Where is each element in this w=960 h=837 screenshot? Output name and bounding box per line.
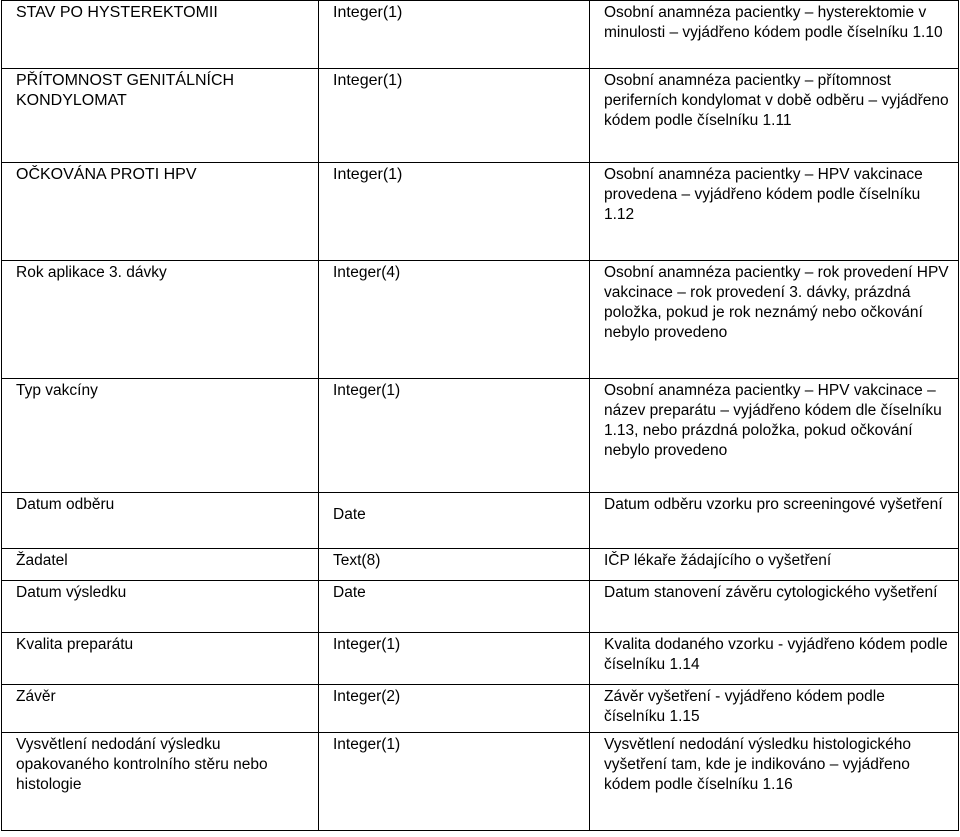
field-description: Vysvětlení nedodání výsledku histologického vyšetření tam, kde je indikováno – vyjádřeno kódem podle číselníku 1.16 [590,733,959,831]
table-row [2,261,959,379]
field-type: Text(8) [319,549,590,581]
field-type: Integer(1) [319,1,590,69]
field-description: Datum odběru vzorku pro screeningové vyšetření [590,493,959,549]
table-row [2,581,959,633]
field-description: Osobní anamnéza pacientky – HPV vakcinace – název preparátu – vyjádřeno kódem dle číselníku 1.13, nebo prázdná položka, pokud očkování nebylo provedeno [590,379,959,493]
field-type: Date [319,581,590,633]
field-type: Integer(1) [319,163,590,261]
data-specification-table [1,0,959,831]
table-row [2,69,959,163]
field-description: Osobní anamnéza pacientky – přítomnost periferních kondylomat v době odběru – vyjádřeno kódem podle číselníku 1.11 [590,69,959,163]
table-row [2,163,959,261]
table-row [2,549,959,581]
table-row [2,493,959,549]
field-type: Integer(1) [319,379,590,493]
field-name: Datum výsledku [2,581,319,633]
field-description: Datum stanovení závěru cytologického vyšetření [590,581,959,633]
table-row [2,1,959,69]
table-row [2,733,959,831]
field-name: Vysvětlení nedodání výsledku opakovaného kontrolního stěru nebo histologie [2,733,319,831]
table-row [2,379,959,493]
field-name: Kvalita preparátu [2,633,319,685]
field-name: Závěr [2,685,319,733]
field-type: Integer(1) [319,69,590,163]
field-description: Kvalita dodaného vzorku - vyjádřeno kódem podle číselníku 1.14 [590,633,959,685]
field-name: Rok aplikace 3. dávky [2,261,319,379]
field-description: Osobní anamnéza pacientky – HPV vakcinace provedena – vyjádřeno kódem podle číselníku 1.12 [590,163,959,261]
field-name: Typ vakcíny [2,379,319,493]
field-description: IČP lékaře žádajícího o vyšetření [590,549,959,581]
field-type: Integer(2) [319,685,590,733]
field-name: STAV PO HYSTEREKTOMII [2,1,319,69]
field-name: Datum odběru [2,493,319,549]
table-row [2,685,959,733]
field-type: Integer(4) [319,261,590,379]
field-type: Integer(1) [319,733,590,831]
field-type: Date [319,493,590,549]
table-row [2,633,959,685]
field-name: OČKOVÁNA PROTI HPV [2,163,319,261]
field-description: Osobní anamnéza pacientky – rok provedení HPV vakcinace – rok provedení 3. dávky, prázdná položka, pokud je rok neznámý nebo očkování nebylo provedeno [590,261,959,379]
field-description: Závěr vyšetření - vyjádřeno kódem podle číselníku 1.15 [590,685,959,733]
field-name: Žadatel [2,549,319,581]
field-description: Osobní anamnéza pacientky – hysterektomie v minulosti – vyjádřeno kódem podle číselníku 1.10 [590,1,959,69]
field-name: PŘÍTOMNOST GENITÁLNÍCH KONDYLOMAT [2,69,319,163]
field-type: Integer(1) [319,633,590,685]
